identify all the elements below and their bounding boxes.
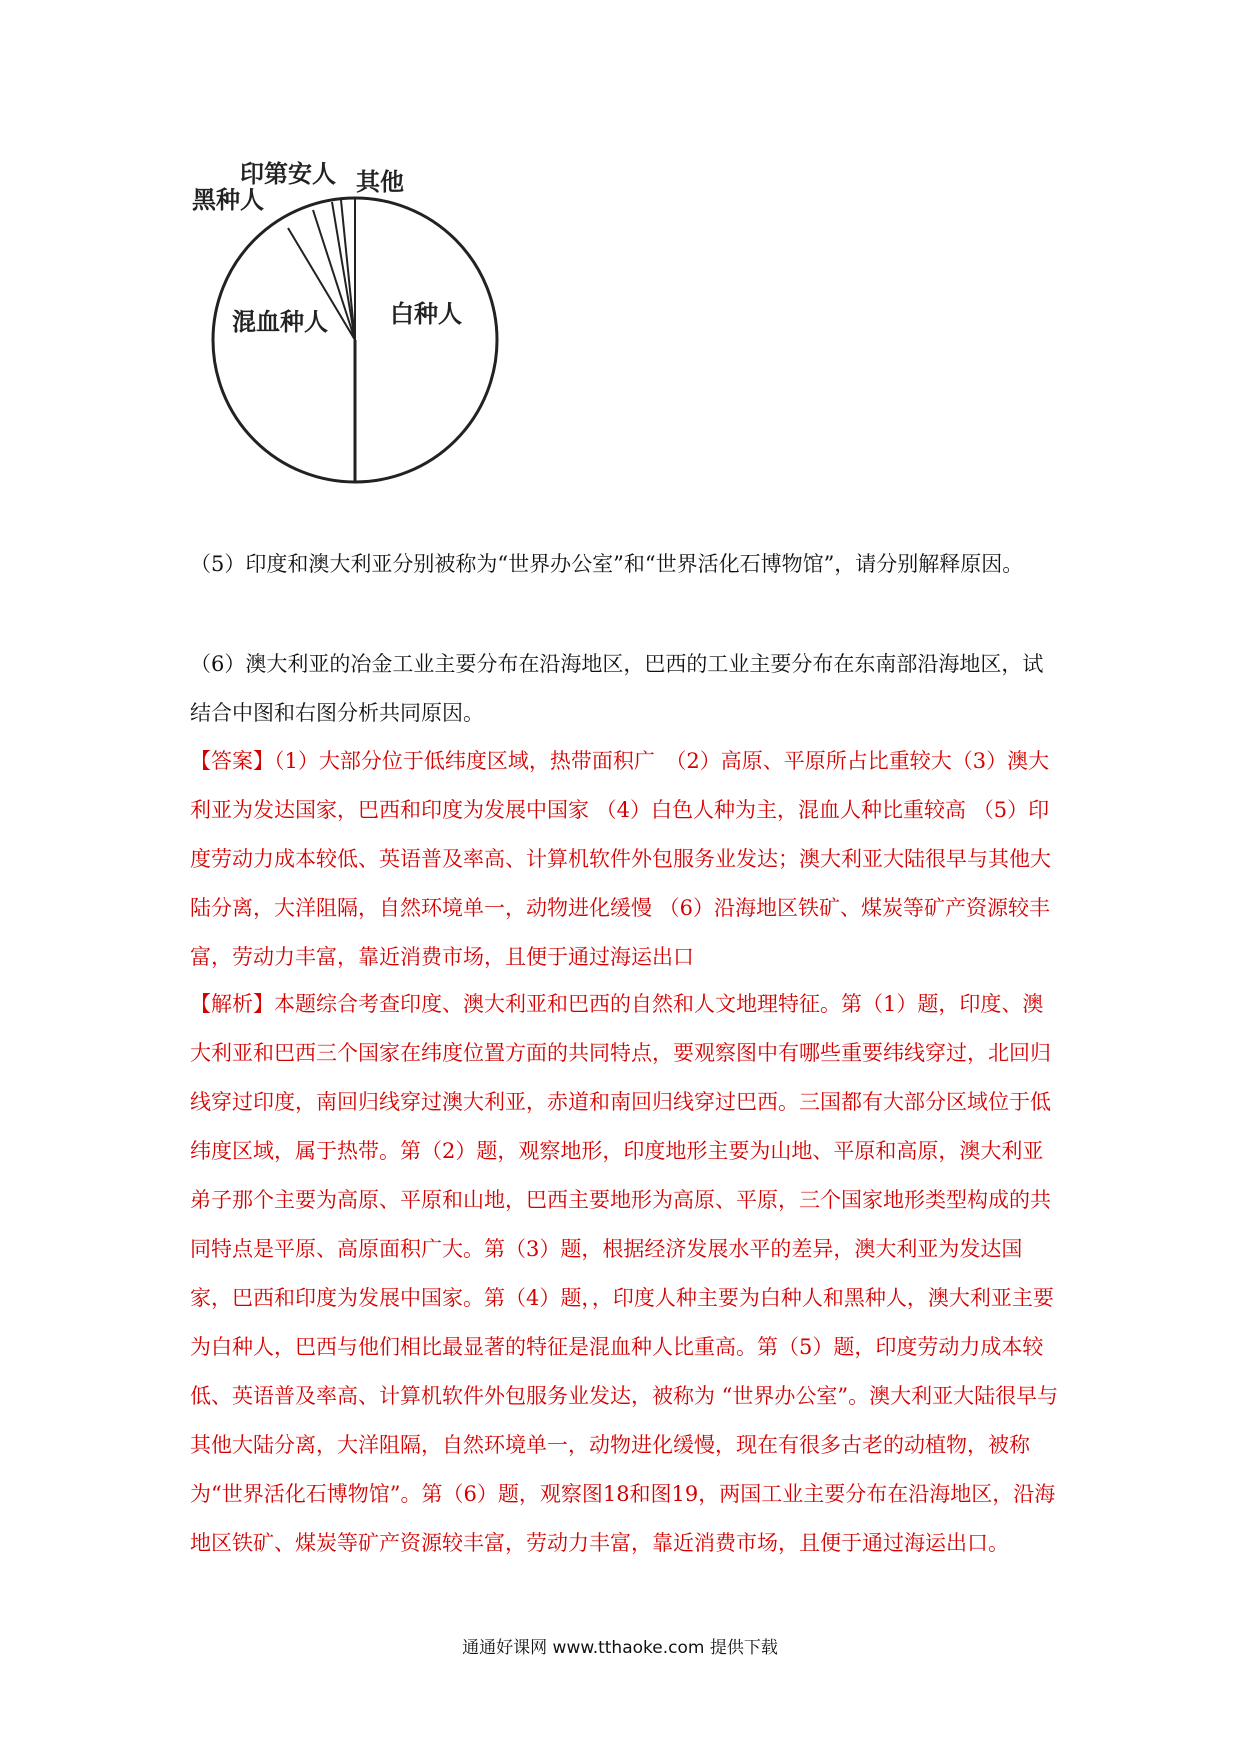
label-black: 黑种人 [192,185,264,214]
analysis-text: 本题综合考查印度、澳大利亚和巴西的自然和人文地理特征。第（1）题，印度、澳大利亚和巴西三个国家在纬度位置方面的共同特点，要观察图中有哪些重要纬线穿过，北回归线穿过印度，南回归线穿过澳大利亚，赤道和南回归线穿过巴西。三国都有大部分区域位于低纬度区域，属于热带。第（2）题，观察地形，印度地形主要为山地、平原和高原，澳大利亚弟子那个主要为高原、平原和山地，巴西主要地形为高原、平原，三个国家地形类型构成的共同特点是平原、高原面积广大。第（3）题，根据经济发展水平的差异，澳大利亚为发达国家，巴西和印度为发展中国家。第（4）题，，印度人种主要为白种人和黑种人，澳大利亚主要为白种人，巴西与他们相比最显著的特征是混血种人比重高。第（5）题，印度劳动力成本较低、英语普及率高、计算机软件外包服务业发达，被称为 “世界办公室”。澳大利亚大陆很早与其他大陆分离，大洋阻隔，自然环境单一，动物进化缓慢，现在有很多古老的动植物，被称为“世界活化石博物馆”。第（6）题，观察图18和图19，两国工业主要分布在沿海地区，沿海地区铁矿、煤炭等矿产资源较丰富，劳动力丰富，靠近消费市场，且便于通过海运出口。 [190,992,1059,1555]
answer-text: （1）大部分位于低纬度区域，热带面积广 （2）高原、平原所占比重较大（3）澳大利亚为发达国家，巴西和印度为发展中国家 （4）白色人种为主，混血人种比重较高 （5）印度劳动力成本较低、英语普及率高、计算机软件外包服务业发达；澳大利亚大陆很早与其他大陆分离，大洋阻隔，自然环境单一，动物进化缓慢 （6）沿海地区铁矿、煤炭等矿产资源较丰富，劳动力丰富，靠近消费市场，且便于通过海运出口 [190,749,1051,969]
ethnic-composition-pie-chart [192,159,520,505]
answer-block [190,737,1060,982]
pie-svg [192,159,520,505]
label-other: 其他 [356,167,404,196]
page-footer: 通通好课网 www.tthaoke.com 提供下载 [462,1638,778,1658]
label-white: 白种人 [390,299,462,328]
analysis-block [190,980,1060,1568]
question-6: （6）澳大利亚的冶金工业主要分布在沿海地区，巴西的工业主要分布在东南部沿海地区，试结合中图和右图分析共同原因。 [190,652,1044,725]
label-indian: 印第安人 [240,159,336,188]
answer-tag: 【答案】 [190,749,274,773]
label-mixed: 混血种人 [232,307,328,336]
analysis-tag: 【解析】 [190,992,274,1016]
question-5: （5）印度和澳大利亚分别被称为“世界办公室”和“世界活化石博物馆”，请分别解释原因。 [190,552,1024,576]
